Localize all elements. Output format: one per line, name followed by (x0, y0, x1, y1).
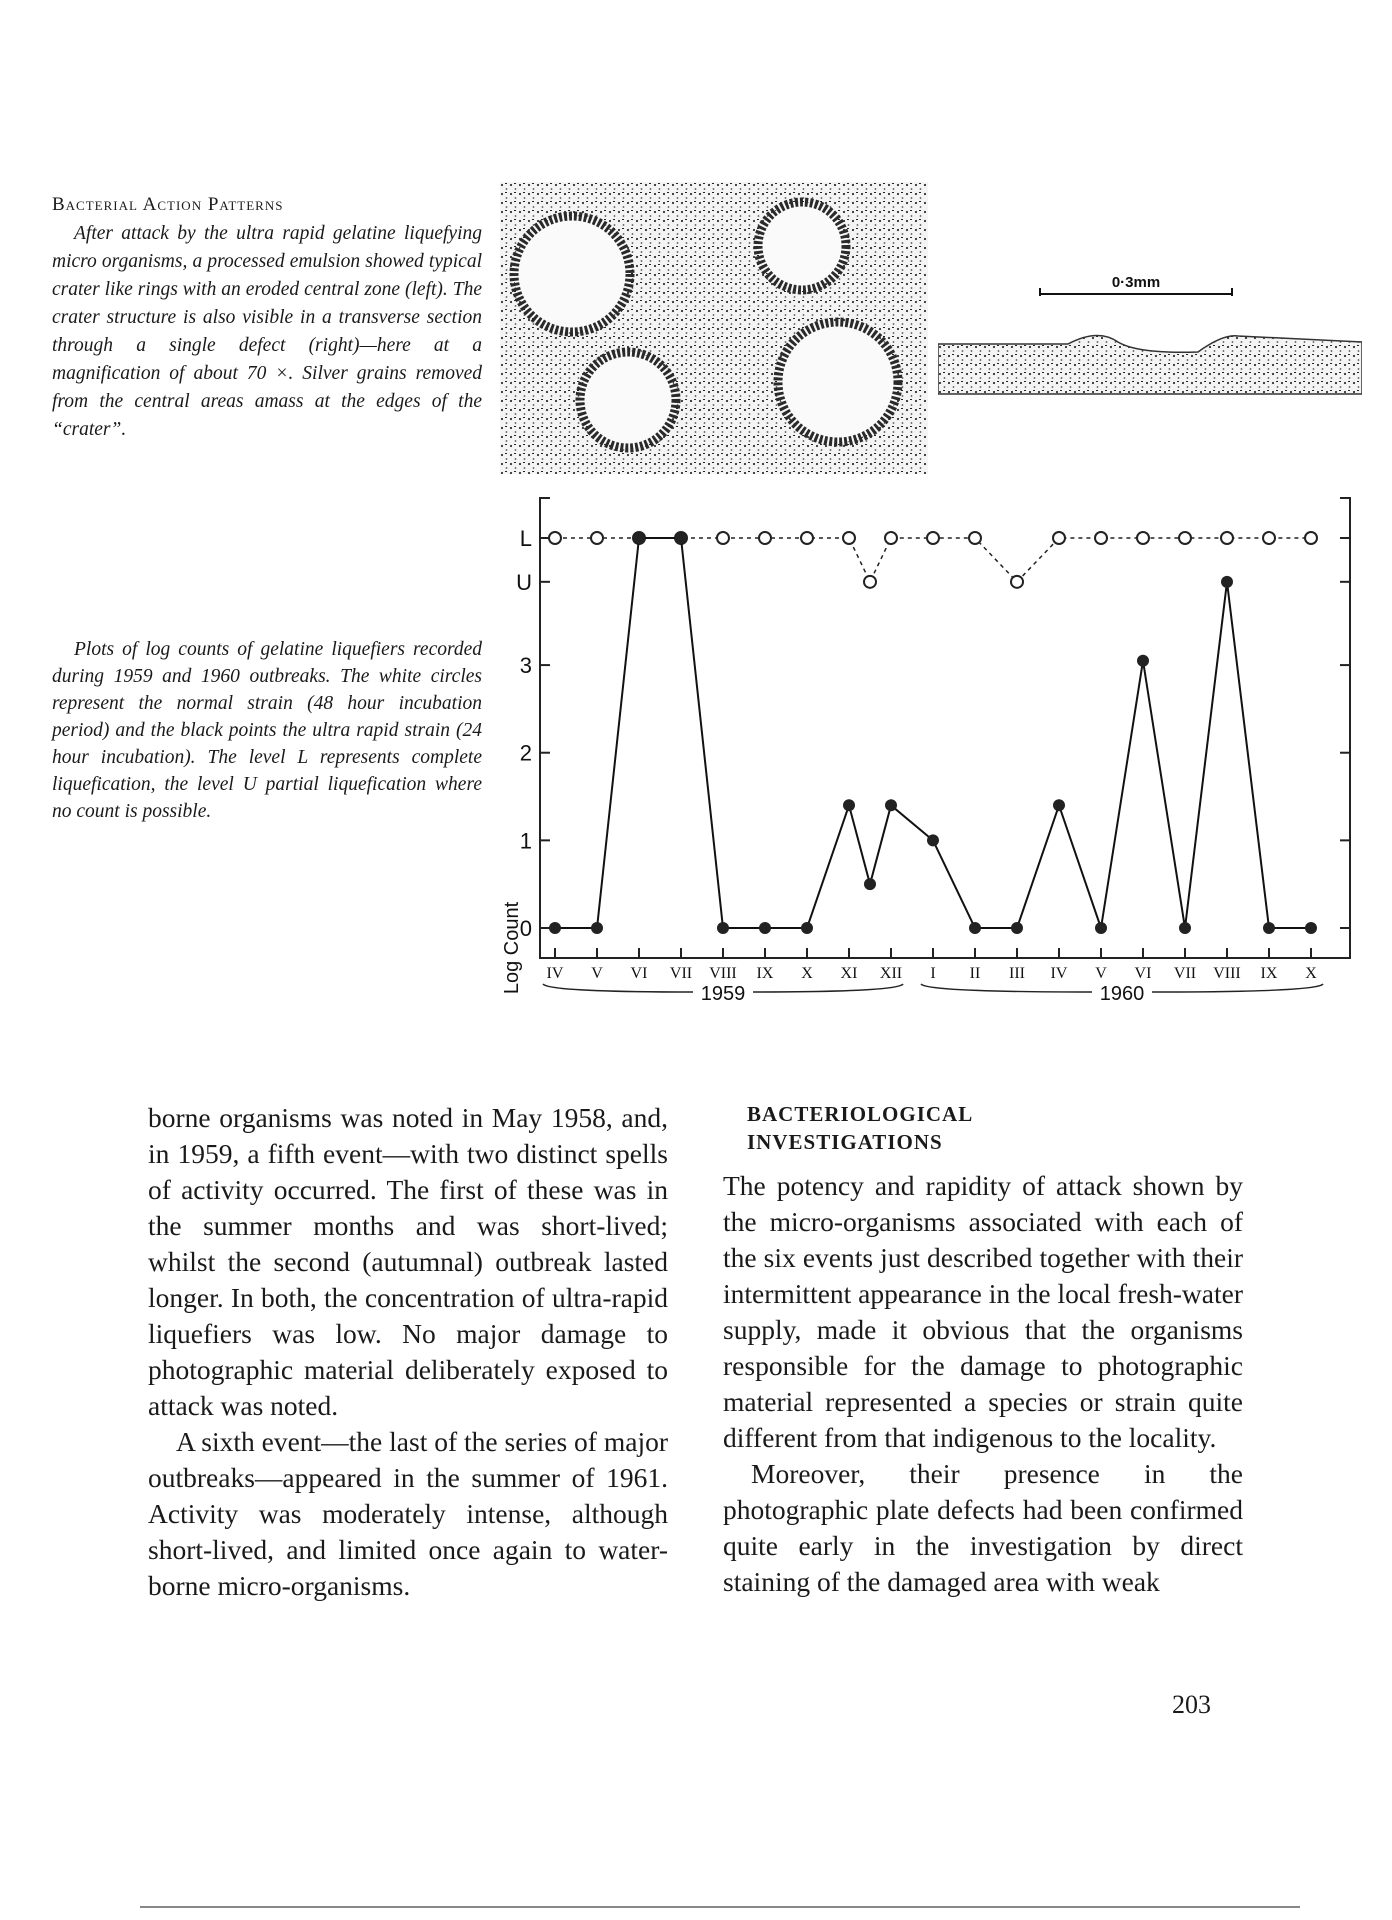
caption-text: After attack by the ultra rapid gelatine liquefying micro organisms, a processed emulsion showed typical crater like rings with an eroded central zone (left). The crater structure is also visible in a transverse section through a single defect (right)—here at a magnification of about 70 ×. Silver grains removed from the central areas amass at the edges of the “crater”. (52, 223, 482, 440)
normal-strain-point (843, 532, 855, 544)
left-paragraph-1: borne organisms was noted in May 1958, and, in 1959, a fifth event—with two distinct spells of activity occurred. The first of these was in the summer months and was short-lived; whilst the second (autumnal) outbreak lasted longer. In both, the concentration of ultra-rapid liquefiers was low. No major damage to photographic material deliberately exposed to attack was noted. (148, 1102, 668, 1421)
x-tick-label: IX (1260, 965, 1278, 982)
x-tick-label: X (1305, 965, 1317, 982)
left-paragraph-2: A sixth event—the last of the series of major outbreaks—appeared in the summer of 1961. Activity was moderately intense, although short-lived, and limited once again to water-borne micro-organisms. (148, 1426, 668, 1601)
ultra-rapid-point (1053, 799, 1065, 811)
normal-strain-point (969, 532, 981, 544)
y-axis-label: Log Count (501, 901, 523, 995)
normal-strain-point (864, 576, 876, 588)
ultra-rapid-point (1137, 655, 1149, 667)
log-count-chart (480, 488, 1360, 1018)
y-tick-label: U (516, 569, 532, 595)
chart-frame (540, 498, 1350, 958)
x-tick-label: VIII (1213, 965, 1241, 982)
normal-strain-point (801, 532, 813, 544)
section-heading-line-1: BACTERIOLOGICAL (747, 1102, 974, 1126)
x-tick-label: IV (546, 965, 564, 982)
x-tick-label: XI (840, 965, 858, 982)
x-tick-label: VI (630, 965, 648, 982)
y-axis-ticks (516, 526, 1350, 941)
left-text-column (148, 1100, 668, 1604)
x-tick-label: VI (1134, 965, 1152, 982)
ultra-rapid-point (1011, 922, 1023, 934)
x-tick-label: VIII (709, 965, 737, 982)
ultra-rapid-point (801, 922, 813, 934)
section-heading-line-2: INVESTIGATIONS (747, 1130, 943, 1154)
normal-strain-point (1053, 532, 1065, 544)
ultra-rapid-point (1221, 576, 1233, 588)
normal-strain-point (759, 532, 771, 544)
ultra-rapid-point (591, 922, 603, 934)
normal-strain-point (1305, 532, 1317, 544)
scale-label: 0·3mm (1111, 274, 1161, 291)
caption-title: Bacterial Action Patterns (52, 194, 284, 215)
y-tick-label: 0 (519, 916, 532, 941)
photo-caption (52, 194, 482, 444)
ultra-rapid-point (759, 922, 771, 934)
normal-strain-point (591, 532, 603, 544)
ultra-rapid-line (555, 538, 1311, 928)
plot-caption: Plots of log counts of gelatine liquefiers recorded during 1959 and 1960 outbreaks. The white circles represent the normal strain (48 hour incubation period) and the black points the ultra rapid strain (24 hour incubation). The level L represents complete liquefication, the level U partial liquefication where no count is possible. (52, 639, 482, 822)
normal-strain-series (549, 532, 1317, 588)
right-paragraph-1: The potency and rapidity of attack shown by the micro-organisms associated with each of the six events just described together with their intermittent appearance in the local fresh-water supply, made it obvious that the organisms responsible for the damage to photographic material represented a species or strain quite different from that indigenous to the locality. (723, 1170, 1243, 1453)
normal-strain-point (1137, 532, 1149, 544)
normal-strain-point (1179, 532, 1191, 544)
ultra-rapid-point (1263, 922, 1275, 934)
x-tick-label: I (930, 965, 936, 982)
page-number: 203 (1172, 1690, 1211, 1719)
ultra-rapid-point (969, 922, 981, 934)
normal-strain-point (1221, 532, 1233, 544)
ultra-rapid-strain-series (549, 532, 1317, 934)
normal-strain-point (885, 532, 897, 544)
normal-strain-point (1011, 576, 1023, 588)
x-tick-label: III (1009, 965, 1025, 982)
ultra-rapid-point (885, 799, 897, 811)
x-axis-ticks (543, 948, 1323, 1005)
x-tick-label: V (591, 965, 603, 982)
y-tick-label: 3 (519, 653, 532, 679)
ultra-rapid-point (549, 922, 561, 934)
chart-border (540, 498, 1350, 958)
normal-strain-point (927, 532, 939, 544)
year-label: 1959 (700, 983, 746, 1005)
ultra-rapid-point (1305, 922, 1317, 934)
x-tick-label: VII (1173, 965, 1197, 982)
ultra-rapid-point (633, 532, 645, 544)
right-text-column (723, 1100, 1243, 1600)
ultra-rapid-point (1095, 922, 1107, 934)
normal-strain-point (1095, 532, 1107, 544)
x-tick-label: IV (1050, 965, 1068, 982)
bottom-rule (140, 1906, 1300, 1908)
section-heading (747, 1100, 1243, 1156)
x-tick-label: VII (669, 965, 693, 982)
crater-rings-photo (500, 182, 928, 474)
ultra-rapid-point (675, 532, 687, 544)
y-tick-label: L (519, 526, 532, 551)
normal-strain-point (717, 532, 729, 544)
transverse-section-photo (938, 272, 1362, 402)
ultra-rapid-point (864, 878, 876, 890)
year-label: 1960 (1099, 983, 1145, 1005)
x-tick-label: IX (756, 965, 774, 982)
ultra-rapid-point (843, 799, 855, 811)
ultra-rapid-point (1179, 922, 1191, 934)
x-tick-label: II (969, 965, 981, 982)
normal-strain-point (549, 532, 561, 544)
x-tick-label: X (801, 965, 813, 982)
x-tick-label: XII (879, 965, 903, 982)
ultra-rapid-point (717, 922, 729, 934)
y-tick-label: 1 (519, 828, 532, 854)
ultra-rapid-point (927, 834, 939, 846)
right-paragraph-2: Moreover, their presence in the photographic plate defects had been confirmed quite early in the investigation by direct staining of the damaged area with weak (723, 1458, 1243, 1597)
y-tick-label: 2 (519, 740, 532, 766)
normal-strain-point (1263, 532, 1275, 544)
x-tick-label: V (1095, 965, 1107, 982)
